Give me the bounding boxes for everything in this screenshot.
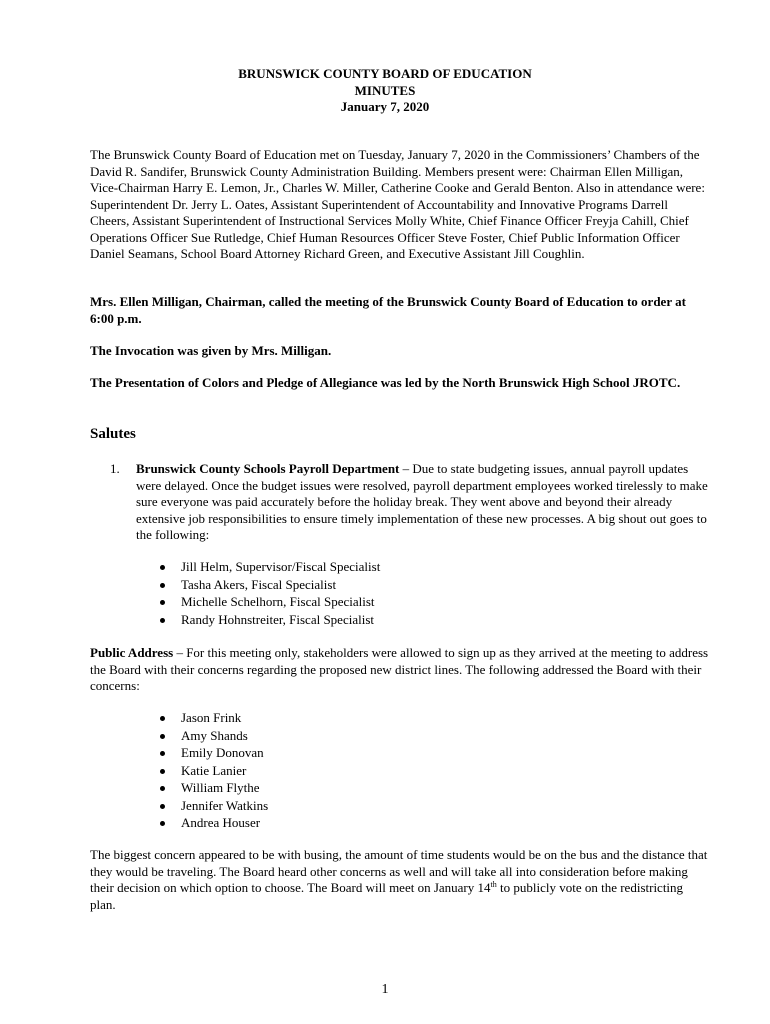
document-header [0, 66, 770, 116]
list-item: Jason Frink [160, 709, 268, 727]
list-item: Amy Shands [160, 727, 268, 745]
list-item: Emily Donovan [160, 744, 268, 762]
pledge: The Presentation of Colors and Pledge of Allegiance was led by the North Brunswick High School JROTC. [90, 375, 681, 390]
speakers-list [160, 709, 268, 832]
salute-item-1 [110, 461, 710, 544]
salute-item-text [136, 461, 710, 544]
salute-item-description: – Due to state budgeting issues, annual payroll updates were delayed. Once the budget issues were resolved, payroll department employees worked tirelessly to make sure everyone was paid accurately before the holiday break. They went above and beyond their already extensive job responsibilities to ensure timely implementation of these new processes. A big shout out goes to the following: [136, 461, 708, 542]
list-item: Michelle Schelhorn, Fiscal Specialist [160, 593, 380, 611]
conclusion-paragraph [90, 847, 710, 913]
ordinal-suffix: th [490, 880, 497, 889]
list-item: Randy Hohnstreiter, Fiscal Specialist [160, 611, 380, 629]
list-item: Jill Helm, Supervisor/Fiscal Specialist [160, 558, 380, 576]
board-title: BRUNSWICK COUNTY BOARD OF EDUCATION [238, 66, 532, 81]
invocation: The Invocation was given by Mrs. Milligan. [90, 343, 332, 358]
intro-paragraph: The Brunswick County Board of Education met on Tuesday, January 7, 2020 in the Commissioners’ Chambers of the David R. Sandifer, Brunswick County Administration Building. Members present were: Chairman Ellen Milligan, Vice-Chairman Harry E. Lemon, Jr., Charles W. Miller, Catherine Cooke and Gerald Benton. Also in attendance were: Superintendent Dr. Jerry L. Oates, Assistant Superintendent of Accountability and Innovative Programs Darrell Cheers, Assistant Superintendent of Instructional Services Molly White, Chief Finance Officer Freyja Cahill, Chief Operations Officer Sue Rutledge, Chief Human Resources Officer Steve Foster, Chief Public Information Officer Daniel Seamans, School Board Attorney Richard Green, and Executive Assistant Jill Coughlin. [90, 147, 705, 261]
salute-item-number: 1. [110, 461, 120, 476]
salute-names-list [160, 558, 380, 628]
list-item: Katie Lanier [160, 762, 268, 780]
page-number: 1 [381, 982, 389, 997]
minutes-title: MINUTES [354, 82, 416, 98]
public-address-title: Public Address [90, 645, 174, 660]
public-address-paragraph [90, 645, 710, 695]
salute-item-title: Brunswick County Schools Payroll Department [136, 461, 400, 476]
public-address-text: – For this meeting only, stakeholders were allowed to sign up as they arrived at the meeting to address the Board with their concerns regarding the proposed new district lines. The following addressed the Board with their concerns: [90, 645, 709, 693]
list-item: Andrea Houser [160, 814, 268, 832]
call-to-order: Mrs. Ellen Milligan, Chairman, called the meeting of the Brunswick County Board of Education to order at 6:00 p.m. [90, 294, 686, 326]
list-item: Tasha Akers, Fiscal Specialist [160, 576, 380, 594]
conclusion-text: The biggest concern appeared to be with busing, the amount of time students would be on the bus and the distance that they would be traveling. The Board heard other concerns as well and will take all into consideration before making their decision on which option to choose. The Board will meet on January 14 [90, 847, 708, 895]
meeting-date: January 7, 2020 [340, 99, 430, 114]
list-item: Jennifer Watkins [160, 797, 268, 815]
list-item: William Flythe [160, 779, 268, 797]
conclusion-text-end: to publicly vote on the redistricting plan. [90, 880, 684, 912]
salutes-heading: Salutes [90, 426, 136, 442]
